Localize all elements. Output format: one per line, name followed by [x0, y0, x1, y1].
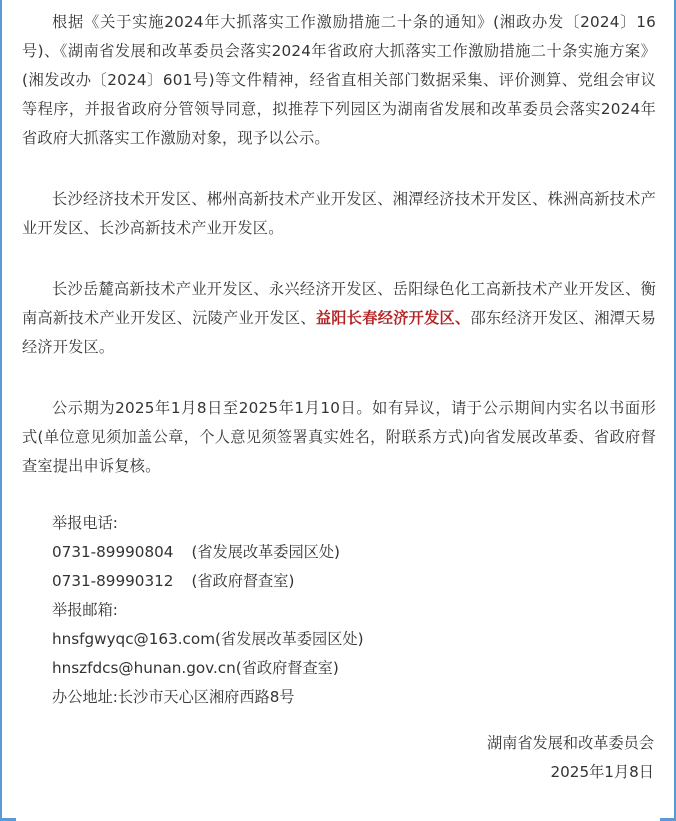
- phone-line-2: [52, 567, 656, 596]
- email-address-1[interactable]: hnsfgwyqc@163.com: [52, 630, 215, 648]
- phone-number-2[interactable]: 0731-89990312: [52, 572, 174, 590]
- office-address: 办公地址:长沙市天心区湘府西路8号: [52, 688, 295, 706]
- phone-note-1: (省发展改革委园区处): [191, 543, 340, 561]
- issuing-organization: 湖南省发展和改革委员会: [486, 734, 654, 752]
- left-frame-border: [0, 0, 2, 821]
- phone-note-2: (省政府督查室): [191, 572, 295, 590]
- second-tier-parks-text: 长沙岳麓高新技术产业开发区、永兴经济开发区、岳阳绿色化工高新技术产业开发区、衡南高新技术产业开发区、沅陵产业开发区、: [22, 280, 656, 327]
- second-tier-parks-text-end: 邵东经济开发区、湘潭天易经济开发区。: [22, 309, 657, 356]
- email-note-1: (省发展改革委园区处): [215, 630, 364, 648]
- contact-block: [22, 509, 656, 712]
- first-tier-parks-paragraph: 长沙经济技术开发区、郴州高新技术产业开发区、湘潭经济技术开发区、株洲高新技术产业开发区、长沙高新技术产业开发区。: [22, 190, 656, 237]
- email-label: 举报邮箱:: [52, 601, 118, 619]
- email-address-2[interactable]: hnszfdcs@hunan.gov.cn: [52, 659, 236, 677]
- phone-line-1: [52, 538, 656, 567]
- email-line-1: [52, 625, 656, 654]
- email-note-2: (省政府督查室): [235, 659, 339, 677]
- issue-date: 2025年1月8日: [550, 763, 654, 781]
- publicity-period-paragraph: 公示期为2025年1月8日至2025年1月10日。如有异议，请于公示期间内实名以书面形式(单位意见须加盖公章，个人意见须签署真实姓名，附联系方式)向省发展改革委、省政府督查室提出申诉复核。: [22, 399, 656, 475]
- email-line-2: [52, 654, 656, 683]
- phone-number-1[interactable]: 0731-89990804: [52, 543, 174, 561]
- highlighted-park: 益阳长春经济开发区、: [315, 309, 471, 327]
- notice-body: [22, 8, 656, 712]
- signature-block: [487, 729, 654, 787]
- second-tier-parks-paragraph: [22, 275, 656, 362]
- phone-label: 举报电话:: [52, 514, 118, 532]
- intro-paragraph: 根据《关于实施2024年大抓落实工作激励措施二十条的通知》(湘政办发〔2024〕16号)、《湖南省发展和改革委员会落实2024年省政府大抓落实工作激励措施二十条实施方案》(湘发改办〔2024〕601号)等文件精神，经省直相关部门数据采集、评价测算、党组会审议等程序，并报省政府分管领导同意，拟推荐下列园区为湖南省发展和改革委员会落实2024年省政府大抓落实工作激励对象，现予以公示。: [22, 13, 656, 147]
